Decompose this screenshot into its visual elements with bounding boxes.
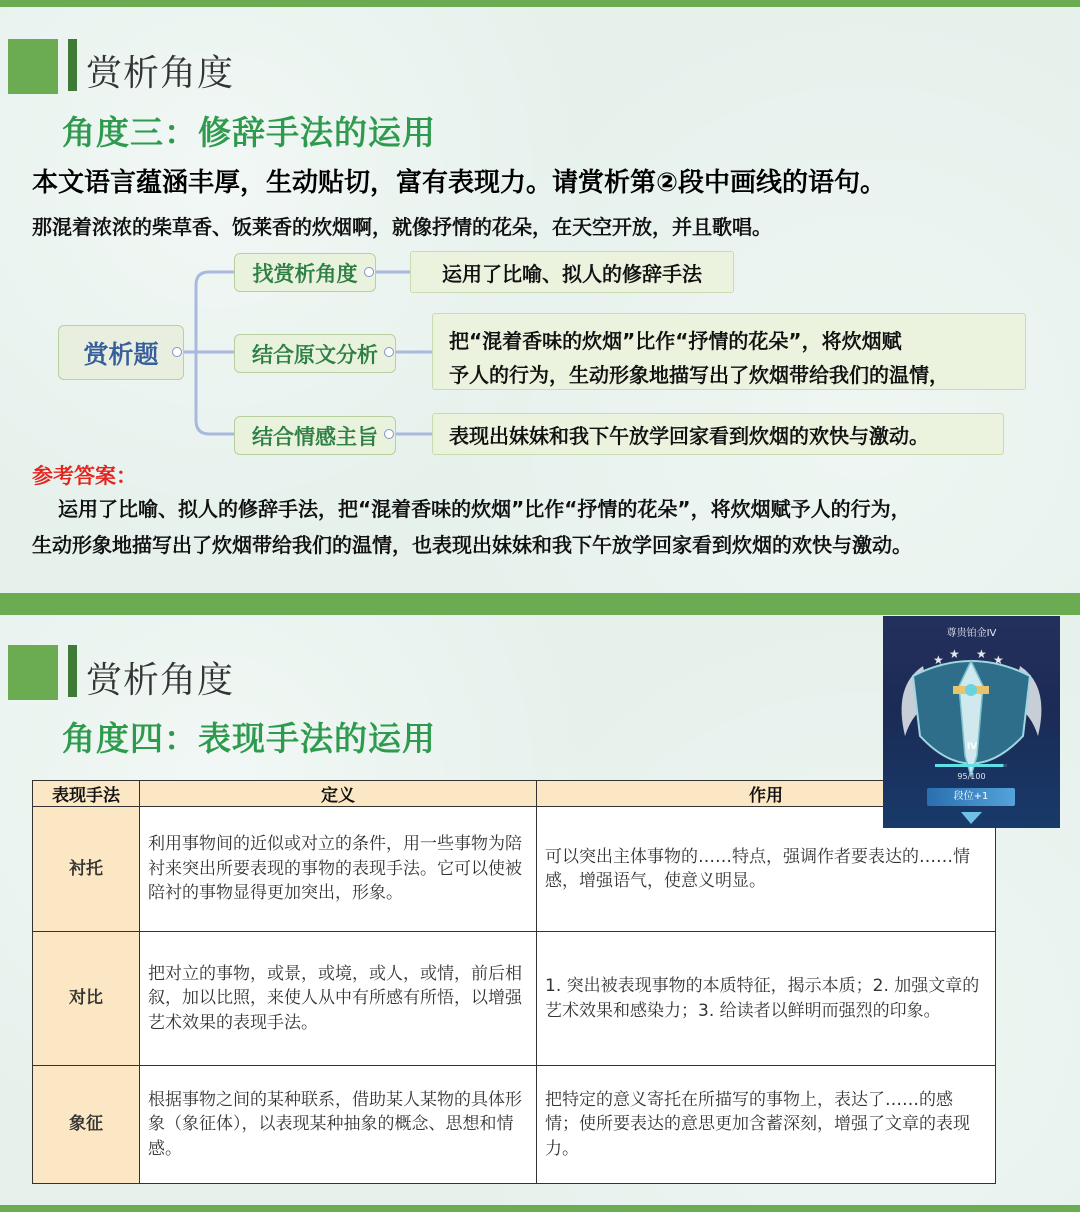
angle-title: 角度四：表现手法的运用 [62,719,436,758]
svg-text:★: ★ [949,647,960,661]
quoted-sentence: 那混着浓浓的柴草香、饭莱香的炊烟啊，就像抒情的花朵，在天空开放，并且歌唱。 [32,215,772,239]
answer-line: 生动形象地描写出了炊烟带给我们的温情，也表现出妹妹和我下午放学回家看到炊烟的欢快与激动。 [32,533,912,557]
table-row [33,1066,996,1184]
svg-text:★: ★ [993,653,1004,667]
bottom-bar [0,1205,1080,1212]
content-line: 予人的行为，生动形象地描写出了炊烟带给我们的温情， [449,363,949,387]
table-header-row [33,781,996,807]
column-header: 作用 [537,781,996,807]
badge-bonus: 段位+1 [953,791,989,802]
mindmap-branch: 找赏析角度 [234,253,376,292]
mindmap-content [432,313,1026,390]
column-header: 表现手法 [33,781,140,807]
top-bar [0,600,1080,615]
technique-effect: 把特定的意义寄托在所描写的事物上，表达了……的感情；使所要表达的意思更加含蓄深刻，增强了文章的表现力。 [537,1066,996,1184]
collapse-dot [384,347,394,357]
badge-rank-title: 尊贵铂金IV [946,628,997,639]
mindmap-root: 赏析题 [58,325,184,380]
technique-effect: 可以突出主体事物的……特点，强调作者要表达的……情感，增强语气，使意义明显。 [537,807,996,932]
collapse-dot [172,347,182,357]
technique-definition: 根据事物之间的某种联系，借助某人某物的具体形象（象征体），以表现某种抽象的概念、思想和情感。 [140,1066,537,1184]
rank-badge-image [883,616,1060,828]
slide-techniques [0,600,1080,1212]
collapse-dot [364,267,374,277]
slide-rhetoric [0,0,1080,600]
content-line: 把“混着香味的炊烟”比作“抒情的花朵”，将炊烟赋 [449,329,902,353]
svg-text:★: ★ [933,653,944,667]
techniques-table [32,780,996,1184]
technique-name: 象征 [33,1066,140,1184]
technique-name: 衬托 [33,807,140,932]
bottom-bar [0,593,1080,600]
question-text: 本文语言蕴涵丰厚，生动贴切，富有表现力。请赏析第②段中画线的语句。 [32,168,887,198]
answer-line: 运用了比喻、拟人的修辞手法，把“混着香味的炊烟”比作“抒情的花朵”，将炊烟赋予人的行为， [58,497,911,521]
badge-tier: IV [966,742,978,752]
title-square-decoration [8,645,58,700]
technique-definition: 把对立的事物，或景，或境，或人，或情，前后相叙，加以比照，来使人从中有所感有所悟，以增强艺术效果的表现手法。 [140,932,537,1066]
table-row [33,807,996,932]
title-vertical-bar [68,645,77,697]
mindmap-branch: 结合原文分析 [234,334,396,373]
mindmap-content: 运用了比喻、拟人的修辞手法 [410,251,734,293]
table-row [33,932,996,1066]
section-title: 赏析角度 [86,660,235,701]
badge-progress: 95/100 [957,772,986,781]
technique-effect: 1. 突出被表现事物的本质特征，揭示本质；2. 加强文章的艺术效果和感染力；3. 给读者以鲜明而强烈的印象。 [537,932,996,1066]
angle-title: 角度三：修辞手法的运用 [62,113,436,152]
technique-definition: 利用事物间的近似或对立的条件，用一些事物为陪衬来突出所要表现的事物的表现手法。它可以使被陪衬的事物显得更加突出，形象。 [140,807,537,932]
collapse-dot [384,429,394,439]
section-title: 赏析角度 [86,53,235,94]
mindmap-content: 表现出妹妹和我下午放学回家看到炊烟的欢快与激动。 [432,413,1004,455]
svg-text:★: ★ [976,647,987,661]
answer-label: 参考答案： [32,464,137,488]
mindmap-branch: 结合情感主旨 [234,416,396,455]
technique-name: 对比 [33,932,140,1066]
column-header: 定义 [140,781,537,807]
down-arrow-icon [883,616,1060,828]
